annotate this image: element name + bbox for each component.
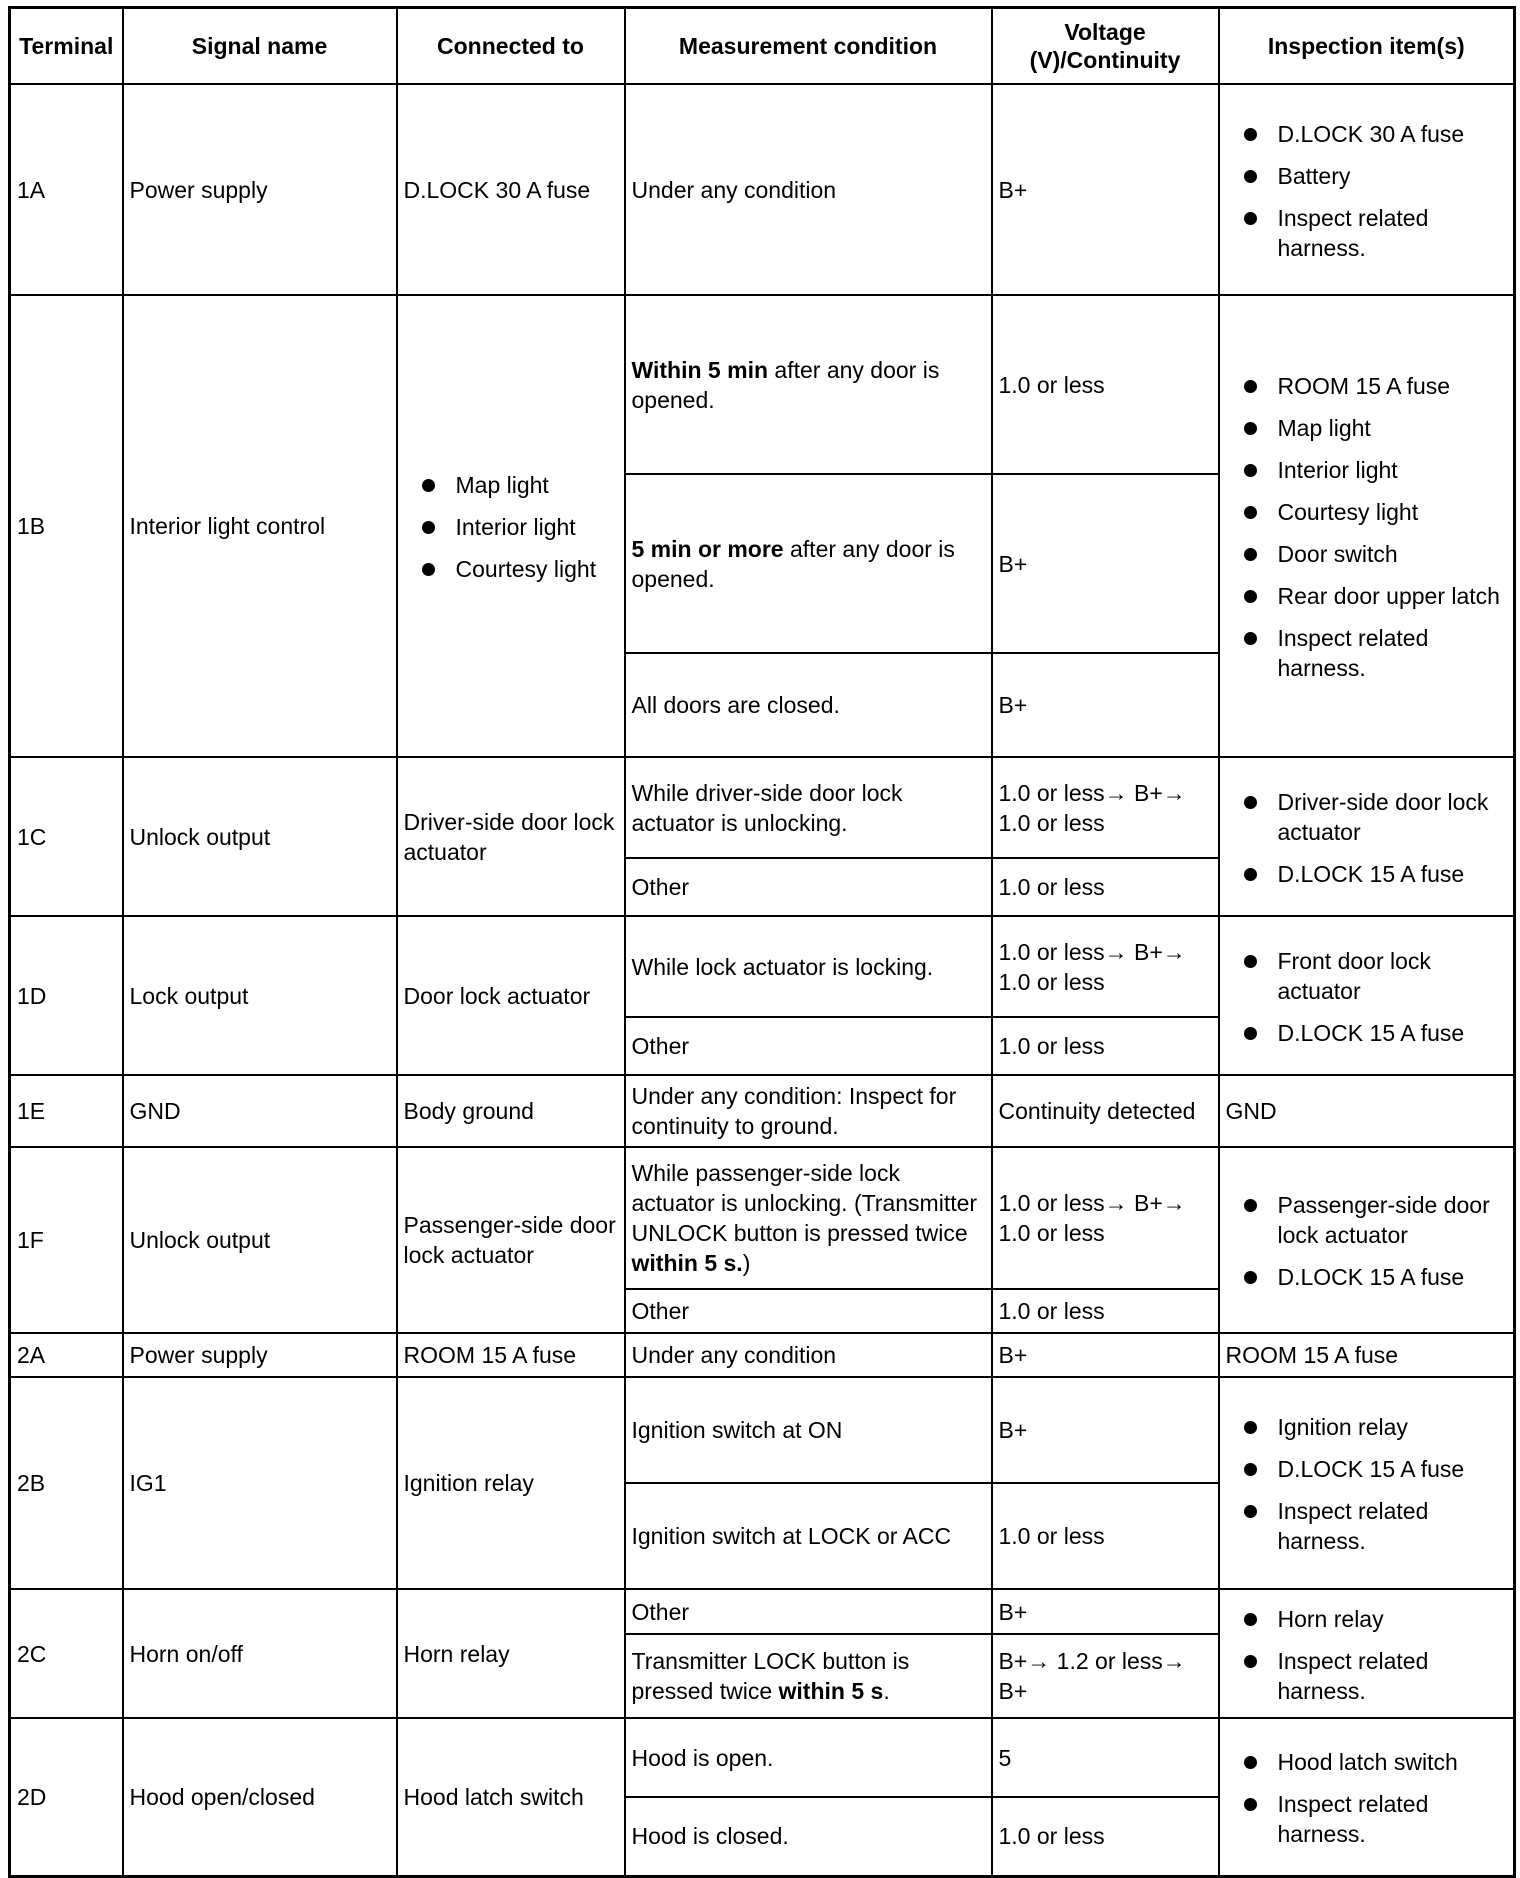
condition-cell [625, 295, 992, 474]
voltage-cell: 1.0 or less [992, 1289, 1219, 1333]
signal-name-cell: Interior light control [123, 295, 397, 757]
inspection-cell [1219, 1718, 1515, 1876]
condition-text: after any door is opened. [631, 535, 955, 592]
condition-cell [625, 1634, 992, 1718]
terminal-cell: 1A [10, 84, 123, 295]
list-item: D.LOCK 15 A fuse [1226, 859, 1508, 889]
list-item: D.LOCK 15 A fuse [1226, 1454, 1508, 1484]
voltage-cell: B+ [992, 84, 1219, 295]
terminal-cell: 2B [10, 1377, 123, 1589]
voltage-cell: B+→ 1.2 or less→ B+ [992, 1634, 1219, 1718]
inspection-cell [1219, 1147, 1515, 1333]
condition-cell: Under any condition [625, 1333, 992, 1377]
list-item: Inspect related harness. [1226, 203, 1508, 263]
voltage-cell: 1.0 or less→ B+→ 1.0 or less [992, 757, 1219, 858]
condition-cell: Hood is open. [625, 1718, 992, 1797]
terminal-cell: 1D [10, 916, 123, 1075]
table-row [10, 295, 1515, 474]
voltage-cell: B+ [992, 1333, 1219, 1377]
list-item: D.LOCK 30 A fuse [1226, 119, 1508, 149]
condition-text: after any door is opened. [631, 356, 940, 413]
condition-emphasis: within 5 s. [631, 1250, 743, 1276]
voltage-cell: B+ [992, 1377, 1219, 1483]
inspection-list [1226, 119, 1508, 263]
voltage-cell: 1.0 or less [992, 1017, 1219, 1075]
inspection-list [1226, 946, 1508, 1048]
voltage-cell: 1.0 or less [992, 858, 1219, 916]
condition-cell: Ignition switch at LOCK or ACC [625, 1483, 992, 1589]
table-row [10, 84, 1515, 295]
list-item: Inspect related harness. [1226, 1789, 1508, 1849]
voltage-cell: Continuity detected [992, 1075, 1219, 1147]
header-row [10, 8, 1515, 85]
signal-name-cell: Hood open/closed [123, 1718, 397, 1876]
condition-cell [625, 474, 992, 653]
connected-to-cell: Body ground [397, 1075, 625, 1147]
condition-cell: While driver-side door lock actuator is unlocking. [625, 757, 992, 858]
inspection-cell [1219, 1589, 1515, 1718]
connected-list [404, 470, 618, 584]
condition-text-end: . [883, 1678, 890, 1704]
inspection-list [1226, 1604, 1508, 1706]
list-item: D.LOCK 15 A fuse [1226, 1262, 1508, 1292]
connected-to-cell: Door lock actuator [397, 916, 625, 1075]
condition-cell: Hood is closed. [625, 1797, 992, 1876]
condition-cell: While lock actuator is locking. [625, 916, 992, 1017]
terminal-inspection-table [8, 6, 1516, 1878]
connected-to-cell: Hood latch switch [397, 1718, 625, 1876]
inspection-cell: ROOM 15 A fuse [1219, 1333, 1515, 1377]
list-item: Inspect related harness. [1226, 1646, 1508, 1706]
condition-cell: Other [625, 858, 992, 916]
list-item: ROOM 15 A fuse [1226, 371, 1508, 401]
condition-cell: Ignition switch at ON [625, 1377, 992, 1483]
connected-to-cell: Driver-side door lock actuator [397, 757, 625, 916]
voltage-cell: 1.0 or less→ B+→ 1.0 or less [992, 1147, 1219, 1289]
voltage-cell: 1.0 or less [992, 1483, 1219, 1589]
table-row [10, 1333, 1515, 1377]
inspection-cell [1219, 1377, 1515, 1589]
list-item: Rear door upper latch [1226, 581, 1508, 611]
inspection-list [1226, 1412, 1508, 1556]
signal-name-cell: Lock output [123, 916, 397, 1075]
condition-emphasis: 5 min or more [631, 535, 784, 562]
table-row [10, 1075, 1515, 1147]
condition-cell: Under any condition: Inspect for continuity to ground. [625, 1075, 992, 1147]
header-voltage-continuity [992, 8, 1219, 85]
list-item: Front door lock actuator [1226, 946, 1508, 1006]
inspection-list [1226, 1190, 1508, 1292]
voltage-cell: 1.0 or less [992, 1797, 1219, 1876]
inspection-cell: GND [1219, 1075, 1515, 1147]
signal-name-cell: Unlock output [123, 1147, 397, 1333]
condition-text: While passenger-side lock actuator is unlocking. (Transmitter UNLOCK button is pressed twice [631, 1160, 978, 1246]
header-terminal: Terminal [10, 8, 123, 85]
list-item: Passenger-side door lock actuator [1226, 1190, 1508, 1250]
list-item: D.LOCK 15 A fuse [1226, 1018, 1508, 1048]
terminal-cell: 2C [10, 1589, 123, 1718]
list-item: Inspect related harness. [1226, 1496, 1508, 1556]
list-item: Inspect related harness. [1226, 623, 1508, 683]
inspection-list [1226, 1747, 1508, 1849]
terminal-cell: 1F [10, 1147, 123, 1333]
list-item: Ignition relay [1226, 1412, 1508, 1442]
header-signal-name: Signal name [123, 8, 397, 85]
signal-name-cell: Power supply [123, 1333, 397, 1377]
inspection-list [1226, 787, 1508, 889]
signal-name-cell: Horn on/off [123, 1589, 397, 1718]
condition-cell: Other [625, 1017, 992, 1075]
connected-to-cell: ROOM 15 A fuse [397, 1333, 625, 1377]
header-measurement-condition: Measurement condition [625, 8, 992, 85]
signal-name-cell: Power supply [123, 84, 397, 295]
terminal-cell: 1E [10, 1075, 123, 1147]
voltage-cell: B+ [992, 1589, 1219, 1634]
voltage-cell: 5 [992, 1718, 1219, 1797]
inspection-cell [1219, 916, 1515, 1075]
inspection-cell [1219, 757, 1515, 916]
list-item: Hood latch switch [1226, 1747, 1508, 1777]
list-item: Interior light [404, 512, 618, 542]
condition-cell: Other [625, 1589, 992, 1634]
condition-emphasis: within 5 s [778, 1678, 884, 1704]
table-row [10, 1147, 1515, 1289]
list-item: Courtesy light [1226, 497, 1508, 527]
table-row [10, 916, 1515, 1017]
voltage-cell: 1.0 or less [992, 295, 1219, 474]
condition-text-end: ) [742, 1250, 751, 1276]
terminal-cell: 1B [10, 295, 123, 757]
header-inspection-items: Inspection item(s) [1219, 8, 1515, 85]
list-item: Door switch [1226, 539, 1508, 569]
table-row [10, 1718, 1515, 1797]
list-item: Battery [1226, 161, 1508, 191]
signal-name-cell: Unlock output [123, 757, 397, 916]
voltage-cell: 1.0 or less→ B+→ 1.0 or less [992, 916, 1219, 1017]
connected-to-cell: Ignition relay [397, 1377, 625, 1589]
signal-name-cell: GND [123, 1075, 397, 1147]
condition-emphasis: Within 5 min [631, 356, 769, 383]
terminal-cell: 1C [10, 757, 123, 916]
condition-cell [625, 1147, 992, 1289]
terminal-inspection-table-container [8, 6, 1513, 1878]
list-item: Map light [1226, 413, 1508, 443]
condition-cell: Other [625, 1289, 992, 1333]
list-item: Horn relay [1226, 1604, 1508, 1634]
connected-to-cell: Passenger-side door lock actuator [397, 1147, 625, 1333]
signal-name-cell: IG1 [123, 1377, 397, 1589]
table-row [10, 1589, 1515, 1634]
table-row [10, 1377, 1515, 1483]
terminal-cell: 2A [10, 1333, 123, 1377]
list-item: Map light [404, 470, 618, 500]
inspection-cell [1219, 84, 1515, 295]
connected-to-cell [397, 295, 625, 757]
header-voltage-line1: Voltage [1064, 19, 1146, 45]
voltage-cell: B+ [992, 474, 1219, 653]
table-row [10, 757, 1515, 858]
condition-text: Transmitter LOCK button is pressed twice [631, 1648, 910, 1704]
inspection-list [1226, 371, 1508, 683]
header-connected-to: Connected to [397, 8, 625, 85]
inspection-cell [1219, 295, 1515, 757]
connected-to-cell: D.LOCK 30 A fuse [397, 84, 625, 295]
voltage-cell: B+ [992, 653, 1219, 757]
list-item: Courtesy light [404, 554, 618, 584]
list-item: Driver-side door lock actuator [1226, 787, 1508, 847]
terminal-cell: 2D [10, 1718, 123, 1876]
list-item: Interior light [1226, 455, 1508, 485]
header-voltage-line2: (V)/Continuity [1029, 47, 1181, 73]
condition-cell: All doors are closed. [625, 653, 992, 757]
condition-cell: Under any condition [625, 84, 992, 295]
connected-to-cell: Horn relay [397, 1589, 625, 1718]
